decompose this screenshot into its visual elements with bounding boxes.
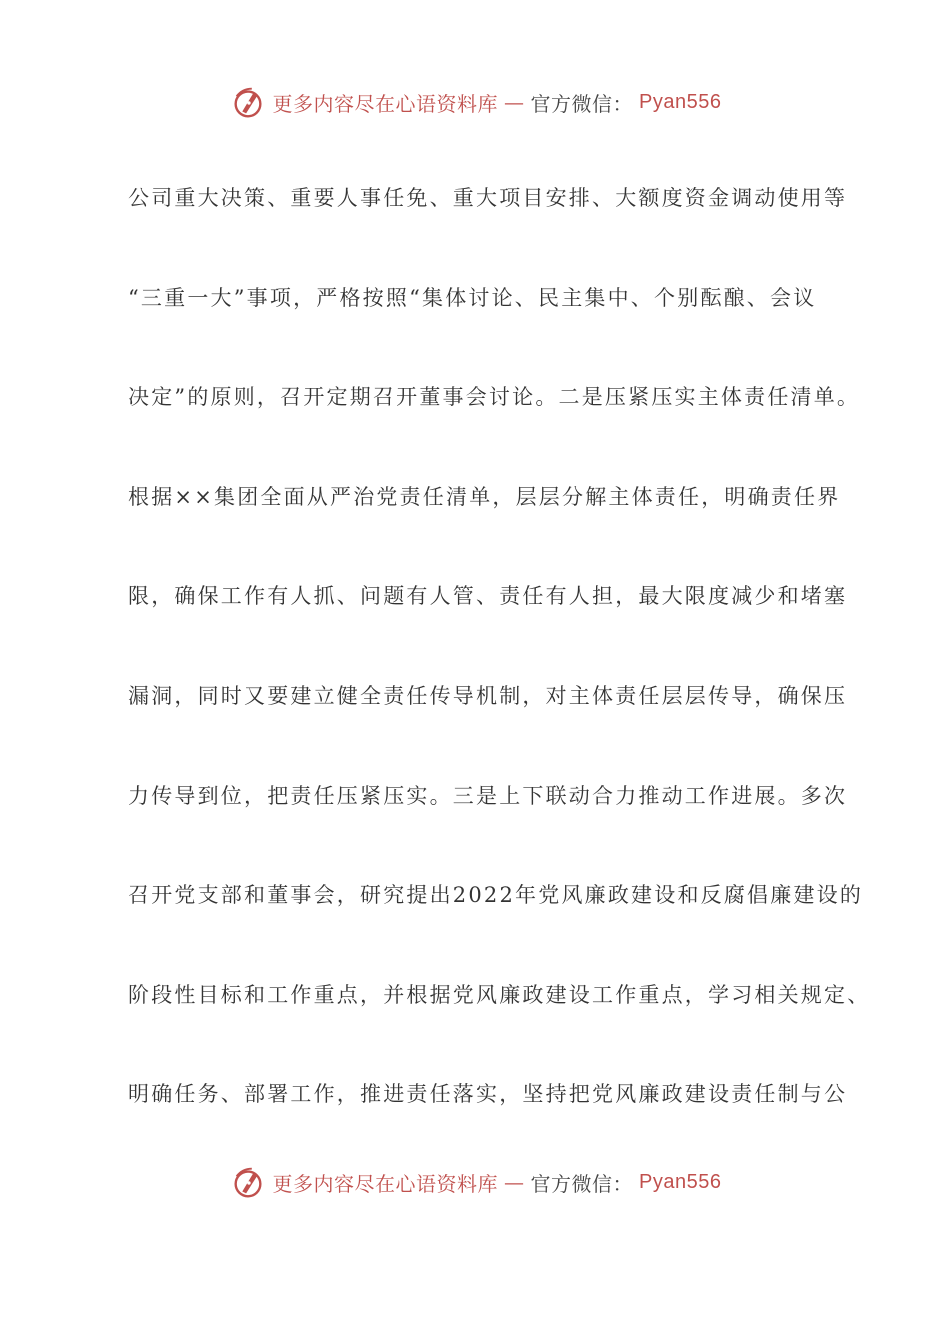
- body-line: 根据××集团全面从严治党责任清单，层层分解主体责任，明确责任界: [128, 484, 841, 509]
- body-line: “三重一大”事项，严格按照“集体讨论、民主集中、个别酝酿、会议: [128, 285, 817, 310]
- body-line: 召开党支部和董事会，研究提出2022年党风廉政建设和反腐倡廉建设的: [128, 883, 864, 908]
- pen-nib-logo-icon: [229, 1163, 267, 1201]
- body-line: 公司重大决策、重要人事任免、重大项目安排、大额度资金调动使用等: [128, 186, 848, 210]
- document-body: [128, 176, 871, 1172]
- header-banner-content: [229, 83, 722, 121]
- footer-banner-content: [229, 1163, 722, 1201]
- body-line: 漏洞，同时又要建立健全责任传导机制，对主体责任层层传导，确保压: [128, 683, 848, 708]
- body-line: 决定”的原则，召开定期召开董事会讨论。二是压紧压实主体责任清单。: [128, 385, 861, 410]
- header-banner-wechat-id: Pyan556: [639, 90, 722, 113]
- header-banner-label: 官方微信：: [530, 91, 634, 116]
- body-line: 力传导到位，把责任压紧压实。三是上下联动合力推动工作进展。多次: [128, 783, 848, 808]
- footer-banner-wechat-id: Pyan556: [639, 1170, 722, 1193]
- footer-banner: [0, 1160, 950, 1204]
- footer-banner-label: 官方微信：: [530, 1171, 634, 1196]
- body-line: 限，确保工作有人抓、问题有人管、责任有人担，最大限度减少和堵塞: [128, 584, 848, 609]
- footer-banner-title: 更多内容尽在心语资料库: [272, 1171, 499, 1196]
- header-banner-dash: —: [504, 90, 525, 114]
- header-banner-title: 更多内容尽在心语资料库: [272, 91, 499, 116]
- header-banner: [0, 80, 950, 124]
- pen-nib-logo-icon: [229, 83, 267, 121]
- body-line: 阶段性目标和工作重点，并根据党风廉政建设工作重点，学习相关规定、: [128, 982, 871, 1007]
- footer-banner-dash: —: [504, 1170, 525, 1194]
- body-line: 明确任务、部署工作，推进责任落实，坚持把党风廉政建设责任制与公: [128, 1082, 848, 1107]
